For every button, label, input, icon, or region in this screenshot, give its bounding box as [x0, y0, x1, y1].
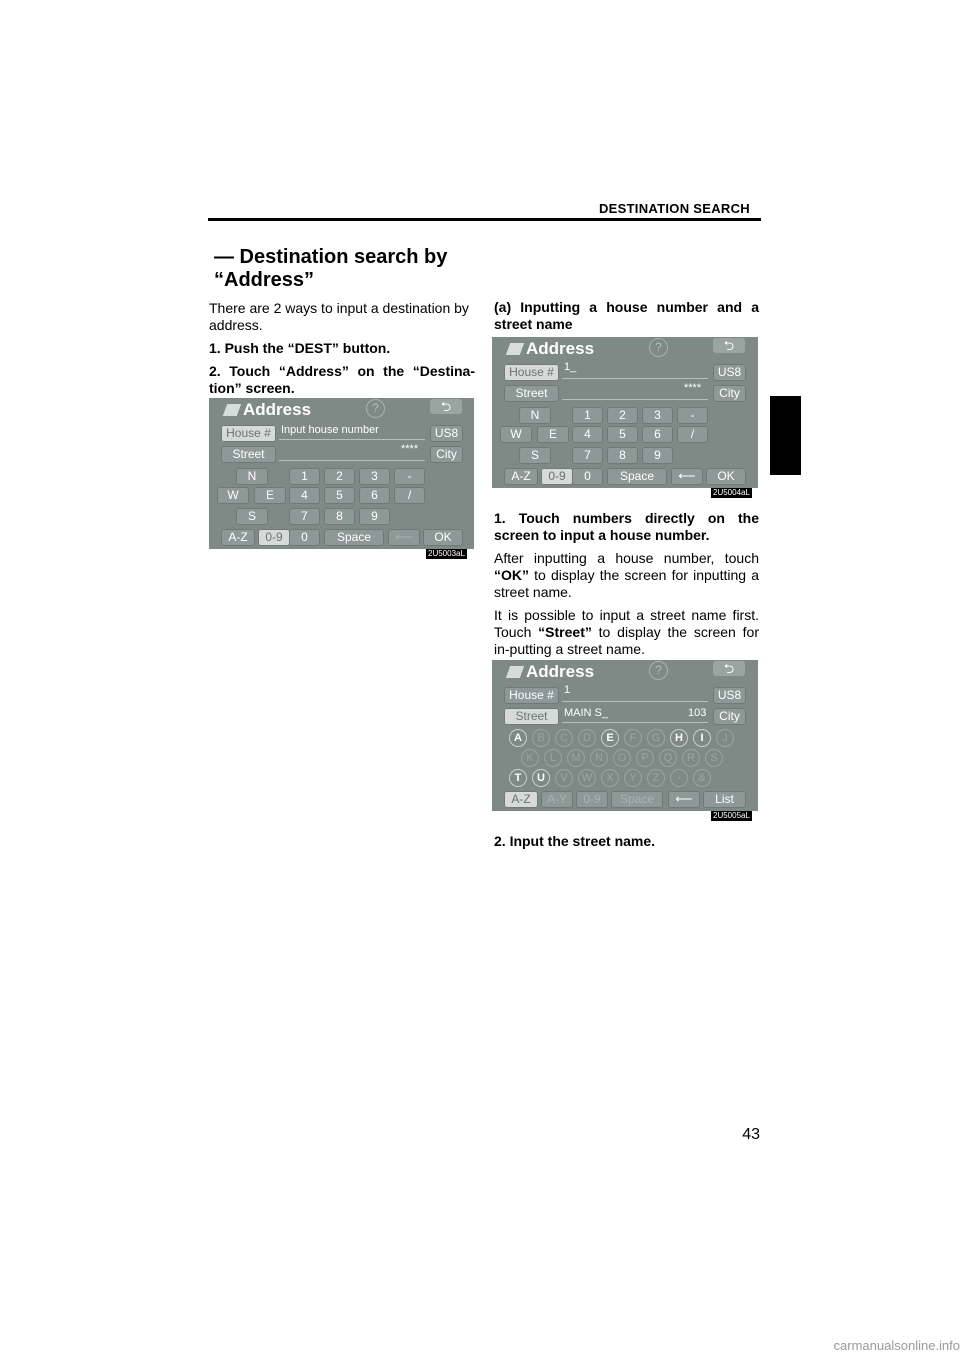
key-9[interactable]: 9: [359, 508, 390, 525]
key-w[interactable]: W: [500, 426, 532, 443]
key-s[interactable]: S: [236, 508, 268, 525]
key-4[interactable]: 4: [572, 426, 603, 443]
key-t[interactable]: T: [509, 769, 527, 787]
zero-nine-tab[interactable]: 0-9: [541, 468, 573, 485]
az-tab[interactable]: A-Z: [221, 529, 255, 546]
key-v[interactable]: V: [555, 769, 573, 787]
key-h[interactable]: H: [670, 729, 688, 747]
field-underline: [279, 439, 425, 440]
key-dash[interactable]: -: [677, 407, 708, 424]
paragraph-ok: After inputting a house number, touch “OK” to display the screen for inputting a street name.: [494, 550, 759, 600]
key-i[interactable]: I: [693, 729, 711, 747]
address-screen-1: [209, 398, 474, 549]
street-button[interactable]: Street: [221, 446, 276, 463]
house-number-button[interactable]: House #: [504, 687, 559, 704]
subheading: (a) Inputting a house number and a street name: [494, 299, 759, 332]
back-button[interactable]: ⮌: [713, 661, 745, 676]
key-2[interactable]: 2: [324, 468, 355, 485]
address-book-icon: [506, 666, 524, 678]
key-5[interactable]: 5: [607, 426, 638, 443]
backspace-button[interactable]: ⟵: [388, 529, 420, 546]
key-o[interactable]: O: [613, 749, 631, 767]
address-book-icon: [223, 404, 241, 416]
key-r[interactable]: R: [682, 749, 700, 767]
house-number-field: 1_: [564, 361, 577, 373]
step-2: 2. Touch “Address” on the “Destina-tion” screen.: [209, 363, 475, 396]
key-p[interactable]: P: [636, 749, 654, 767]
page-number: 43: [742, 1126, 760, 1143]
key-w[interactable]: W: [578, 769, 596, 787]
key-0[interactable]: 0: [572, 468, 603, 485]
house-number-button[interactable]: House #: [504, 364, 559, 381]
key-w[interactable]: W: [217, 487, 249, 504]
figure-code: 2U5004aL: [713, 488, 750, 497]
key-9[interactable]: 9: [642, 447, 673, 464]
key-z[interactable]: Z: [647, 769, 665, 787]
key-s[interactable]: S: [519, 447, 551, 464]
address-screen-2: [492, 337, 758, 488]
state-button[interactable]: US8: [713, 687, 746, 704]
key-g[interactable]: G: [647, 729, 665, 747]
key-s[interactable]: S: [705, 749, 723, 767]
key-e[interactable]: E: [537, 426, 569, 443]
city-button[interactable]: City: [713, 385, 746, 402]
key-4[interactable]: 4: [289, 487, 320, 504]
chapter-tab: [770, 396, 801, 475]
screen-title: Address: [508, 662, 594, 682]
paragraph-street: It is possible to input a street name first. Touch “Street” to display the screen for in-putting a street name.: [494, 607, 759, 657]
key-e[interactable]: E: [601, 729, 619, 747]
step-2-street: 2. Input the street name.: [494, 833, 656, 849]
key-7[interactable]: 7: [289, 508, 320, 525]
key-6[interactable]: 6: [642, 426, 673, 443]
key-u[interactable]: U: [532, 769, 550, 787]
key-f[interactable]: F: [624, 729, 642, 747]
city-button[interactable]: City: [713, 708, 746, 725]
key-2[interactable]: 2: [607, 407, 638, 424]
state-button[interactable]: US8: [713, 364, 746, 381]
city-button[interactable]: City: [430, 446, 463, 463]
key-a[interactable]: A: [509, 729, 527, 747]
screen-title: Address: [508, 339, 594, 359]
key-c[interactable]: C: [555, 729, 573, 747]
key-l[interactable]: L: [544, 749, 562, 767]
header-rule: [208, 218, 761, 221]
space-button[interactable]: Space: [611, 791, 663, 808]
field-underline: [562, 378, 708, 379]
field-underline: [562, 399, 708, 400]
ay-tab[interactable]: A-Y: [541, 791, 573, 808]
help-icon[interactable]: ?: [649, 338, 668, 357]
key-ampersand[interactable]: &: [693, 769, 711, 787]
key-6[interactable]: 6: [359, 487, 390, 504]
left-column: [209, 300, 475, 403]
key-dash[interactable]: -: [670, 769, 688, 787]
address-screen-3: [492, 660, 758, 811]
key-3[interactable]: 3: [642, 407, 673, 424]
az-tab[interactable]: A-Z: [504, 468, 538, 485]
space-button[interactable]: Space: [607, 468, 667, 485]
field-underline: [562, 722, 708, 723]
ok-button[interactable]: OK: [423, 529, 463, 546]
key-n[interactable]: N: [519, 407, 551, 424]
key-k[interactable]: K: [521, 749, 539, 767]
intro-text: There are 2 ways to input a destination by address.: [209, 300, 469, 333]
key-q[interactable]: Q: [659, 749, 677, 767]
step-1: 1. Touch numbers directly on the screen to input a house number.: [494, 510, 759, 543]
key-y[interactable]: Y: [624, 769, 642, 787]
key-j[interactable]: J: [716, 729, 734, 747]
key-5[interactable]: 5: [324, 487, 355, 504]
zero-nine-tab[interactable]: 0-9: [576, 791, 608, 808]
field-underline: [279, 460, 425, 461]
list-button[interactable]: List: [703, 791, 746, 808]
key-d[interactable]: D: [578, 729, 596, 747]
section-title: — Destination search by “Address”: [214, 246, 448, 291]
key-0[interactable]: 0: [289, 529, 320, 546]
key-8[interactable]: 8: [607, 447, 638, 464]
zero-nine-tab[interactable]: 0-9: [258, 529, 290, 546]
street-button[interactable]: Street: [504, 385, 559, 402]
key-e[interactable]: E: [254, 487, 286, 504]
figure-code: 2U5005aL: [713, 811, 750, 820]
back-button[interactable]: ⮌: [713, 338, 745, 353]
house-number-field: 1: [564, 684, 571, 696]
key-slash[interactable]: /: [394, 487, 425, 504]
street-label: “Street”: [538, 624, 592, 640]
az-tab[interactable]: A-Z: [504, 791, 538, 808]
key-1[interactable]: 1: [289, 468, 320, 485]
field-underline: [562, 701, 708, 702]
space-button[interactable]: Space: [324, 529, 384, 546]
key-7[interactable]: 7: [572, 447, 603, 464]
ok-label: “OK”: [494, 567, 529, 583]
key-b[interactable]: B: [532, 729, 550, 747]
key-8[interactable]: 8: [324, 508, 355, 525]
right-column-text: [494, 510, 759, 664]
key-n[interactable]: N: [590, 749, 608, 767]
ok-button[interactable]: OK: [706, 468, 746, 485]
key-1[interactable]: 1: [572, 407, 603, 424]
backspace-button[interactable]: ⟵: [668, 791, 700, 808]
key-slash[interactable]: /: [677, 426, 708, 443]
figure-code: 2U5003aL: [428, 549, 465, 558]
key-n[interactable]: N: [236, 468, 268, 485]
masked-value: ****: [401, 443, 419, 455]
backspace-button[interactable]: ⟵: [671, 468, 703, 485]
step-1: 1. Push the “DEST” button.: [209, 340, 391, 356]
help-icon[interactable]: ?: [649, 661, 668, 680]
key-x[interactable]: X: [601, 769, 619, 787]
key-3[interactable]: 3: [359, 468, 390, 485]
house-number-button[interactable]: House #: [221, 425, 276, 442]
footer-watermark: carmanualsonline.info: [833, 1338, 960, 1353]
help-icon[interactable]: ?: [366, 399, 385, 418]
key-m[interactable]: M: [567, 749, 585, 767]
match-count: 103: [688, 707, 707, 719]
masked-value: ****: [684, 382, 702, 394]
state-button[interactable]: US8: [430, 425, 463, 442]
screen-title: Address: [225, 400, 311, 420]
street-name-field: MAIN S_: [564, 707, 609, 719]
house-number-field: Input house number: [281, 424, 379, 436]
key-dash[interactable]: -: [394, 468, 425, 485]
running-head: DESTINATION SEARCH: [598, 201, 750, 216]
address-book-icon: [506, 343, 524, 355]
back-button[interactable]: ⮌: [430, 399, 462, 414]
street-button[interactable]: Street: [504, 708, 559, 725]
